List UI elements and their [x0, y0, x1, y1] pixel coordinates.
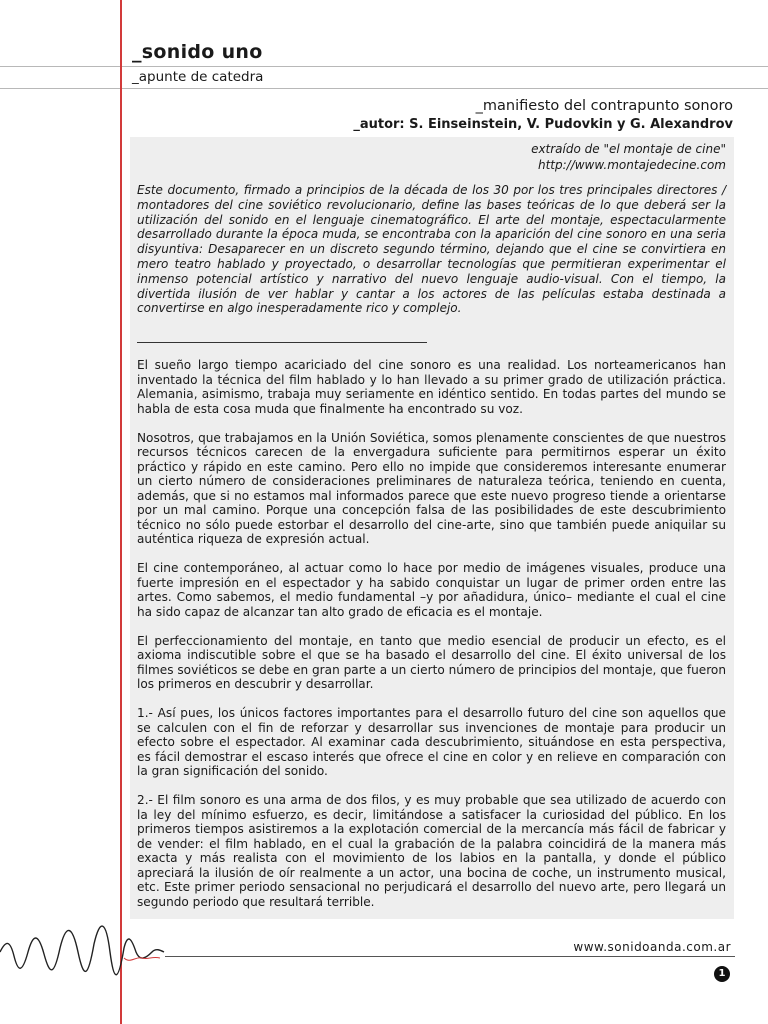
margin-red-line	[120, 0, 122, 1024]
source-url: http://www.montajedecine.com	[537, 158, 726, 172]
body-text	[137, 358, 726, 924]
page-number-badge: 1	[714, 966, 730, 982]
document-author: _autor: S. Einseinstein, V. Pudovkin y G. Alexandrov	[353, 117, 733, 132]
page-subtitle: _apunte de catedra	[132, 69, 264, 85]
wave-accent-path	[124, 957, 160, 960]
paragraph: Nosotros, que trabajamos en la Unión Soviética, somos plenamente conscientes de que nuestros recursos técnicos carecen de la envergadura suficiente para permitirnos esperar un éxito práctico y rápido en este camino. Pero ello no impide que consideremos interesante enumerar un cierto número de consideraciones preliminares de naturaleza teórica, teniendo en cuenta, además, que si no estamos mal informados parece que este nuevo progreso tiende a orientarse por un mal camino. Porque una concepción falsa de las posibilidades de este descubrimiento técnico no sólo puede estorbar el desarrollo del cine-arte, sino que también puede aniquilar su auténtica riqueza de expresión actual.	[137, 430, 726, 546]
paragraph: El perfeccionamiento del montaje, en tanto que medio esencial de producir un efecto, es el axioma indiscutible sobre el que se ha basado el desarrollo del cine. El éxito universal de los filmes soviéticos se debe en gran parte a un cierto número de principios del montaje, que fueron los primeros en descubrir y desarrollar.	[137, 633, 726, 691]
header-rule-top	[0, 66, 768, 67]
intro-paragraph: Este documento, firmado a principios de la década de los 30 por los tres principales directores / montadores del cine soviético revolucionario, define las bases teóricas de lo que deberá ser la utilización del sonido en el lenguaje cinematográfico. El arte del montaje, espectacularmente desarrollado durante la época muda, se encontraba con la aparición del cine sonoro en una seria disyuntiva: Desaparecer en un discreto segundo término, dejando que el cine se convirtiera en mero teatro hablado y proyectado, o desarrollar tecnologías que permitieran experimentar el inmenso potencial artístico y narrativo del nuevo lenguaje audio-visual. Con el tiempo, la divertida ilusión de ver hablar y cantar a los actores de las películas estaba destinada a convertirse en algo inesperadamente rico y complejo.	[137, 183, 726, 316]
header-rule-bottom	[0, 88, 768, 89]
paragraph: El sueño largo tiempo acariciado del cine sonoro es una realidad. Los norteamericanos han inventado la técnica del film hablado y lo han llevado a su primer grado de utilización práctica. Alemania, asimismo, trabaja muy seriamente en idéntico sentido. En todas partes del mundo se habla de esta cosa muda que finalmente ha encontrado su voz.	[137, 358, 726, 416]
source-citation	[531, 141, 726, 173]
content-panel	[130, 137, 734, 919]
paragraph: 1.- Así pues, los únicos factores importantes para el desarrollo futuro del cine son aquellos que se calculen con el fin de reforzar y desarrollar sus invenciones de montaje para producir un efecto sobre el espectador. Al examinar cada descubrimiento, situándose en esta perspectiva, es fácil demostrar el escaso interés que ofrece el cine en color y en relieve en comparación con la gran significación del sonido.	[137, 706, 726, 778]
page-title: _sonido uno	[132, 41, 263, 63]
paragraph: 2.- El film sonoro es una arma de dos filos, y es muy probable que sea utilizado de acuerdo con la ley del mínimo esfuerzo, es decir, limitándose a satisfacer la curiosidad del público. En los primeros tiempos asistiremos a la explotación comercial de la mercancía más fácil de fabricar y de vender: el film hablado, en el cual la grabación de la palabra coincidirá de la manera más exacta y más realista con el movimiento de los labios en la pantalla, y donde el público apreciará la ilusión de oír realmente a un actor, una bocina de coche, un instrumento musical, etc. Este primer periodo sensacional no perjudicará el desarrollo del nuevo arte, pero llegará un segundo periodo que resultará terrible.	[137, 793, 726, 909]
sound-wave-graphic	[0, 918, 170, 1018]
footer-website: www.sonidoanda.com.ar	[573, 940, 731, 954]
wave-path	[0, 926, 164, 975]
document-title: _manifiesto del contrapunto sonoro	[475, 98, 733, 114]
source-book: extraído de "el montaje de cine"	[531, 142, 726, 156]
section-divider	[137, 342, 427, 343]
footer-rule	[165, 956, 735, 957]
paragraph: El cine contemporáneo, al actuar como lo hace por medio de imágenes visuales, produce una fuerte impresión en el espectador y ha sabido conquistar un lugar de primer orden entre las artes. Como sabemos, el medio fundamental –y por añadidura, único– mediante el cual el cine ha sido capaz de alcanzar tan alto grado de eficacia es el montaje.	[137, 561, 726, 619]
